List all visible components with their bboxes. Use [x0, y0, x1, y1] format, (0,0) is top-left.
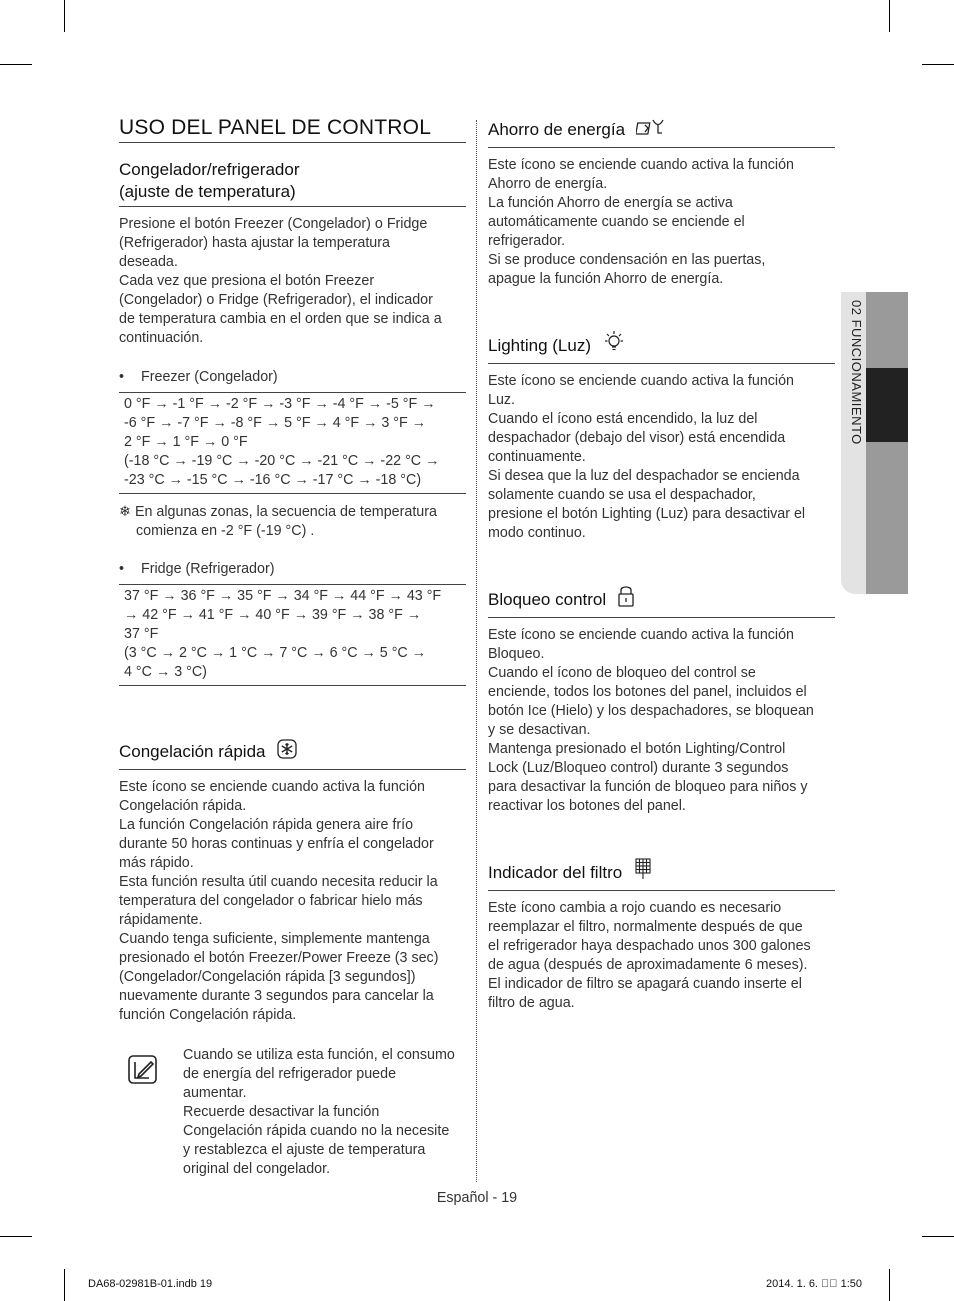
quick-freeze-memo-text — [183, 1046, 466, 1179]
crop-mark — [889, 0, 890, 32]
text-line: (-18 °C → -19 °C → -20 °C → -21 °C → -22 °C → — [124, 453, 440, 469]
text-line: apague la función Ahorro de energía. — [488, 271, 724, 287]
footer-date: 2014. 1. 6. ￿￿ 1:50 — [766, 1278, 863, 1290]
text-line: 0 °F → -1 °F → -2 °F → -3 °F → -4 °F → -5 °F → — [124, 396, 436, 412]
text-line: Ahorro de energía. — [488, 176, 608, 192]
text-line: de agua (después de aproximadamente 6 meses). — [488, 957, 808, 973]
text-line: Este ícono se enciende cuando activa la función — [488, 627, 795, 643]
text-line: despachador (debajo del visor) está encendida — [488, 430, 786, 446]
energy-saver-icon — [636, 116, 666, 144]
chapter-label: 02 FUNCIONAMIENTO — [849, 300, 864, 445]
crop-mark — [0, 1236, 32, 1237]
text-line: temperatura del congelador o fabricar hielo más — [119, 893, 423, 909]
right-column — [488, 116, 835, 1013]
crop-mark — [922, 64, 954, 65]
fridge-sequence — [119, 584, 466, 686]
text-line: deseada. — [119, 254, 178, 270]
text-line: → 42 °F → 41 °F → 40 °F → 39 °F → 38 °F → — [124, 607, 422, 623]
text-line: botón Ice (Hielo) y los despachadores, se bloquean — [488, 703, 814, 719]
text-line: (3 °C → 2 °C → 1 °C → 7 °C → 6 °C → 5 °C → — [124, 645, 427, 661]
crop-mark — [922, 1236, 954, 1237]
text-line: Este ícono se enciende cuando activa la función — [488, 157, 795, 173]
lock-icon — [617, 584, 635, 614]
text-line: rápidamente. — [119, 912, 203, 928]
text-line: para desactivar la función de bloqueo para niños y — [488, 779, 808, 795]
note-pencil-icon — [119, 1046, 183, 1179]
text-line: original del congelador. — [183, 1161, 331, 1177]
text-line: Este ícono cambia a rojo cuando es necesario — [488, 900, 782, 916]
lock-body — [488, 626, 835, 816]
text-line: Si desea que la luz del despachador se encienda — [488, 468, 800, 484]
text-line: Cuando el ícono de bloqueo del control se — [488, 665, 756, 681]
fridge-bullet: • Fridge (Refrigerador) — [119, 561, 275, 577]
text-line: reemplazar el filtro, normalmente después de que — [488, 919, 803, 935]
crop-mark — [0, 64, 32, 65]
temperature-note: ❄ En algunas zonas, la secuencia de temperatura comienza en -2 °F (-19 °C) . — [119, 504, 437, 539]
chapter-tab-active — [866, 368, 908, 442]
text-line: 4 °C → 3 °C) — [124, 664, 207, 680]
text-line: (Congelador/Congelación rápida [3 segundos]) — [119, 969, 416, 985]
text-line: automáticamente cuando se enciende el — [488, 214, 745, 230]
text-line: refrigerador. — [488, 233, 566, 249]
text-line: continuación. — [119, 330, 204, 346]
energy-body — [488, 156, 835, 289]
text-line: Recuerde desactivar la función — [183, 1104, 380, 1120]
energy-heading: Ahorro de energía — [488, 116, 835, 148]
page-number: Español - 19 — [436, 1190, 518, 1206]
quick-freeze-heading: Congelación rápida — [119, 738, 466, 770]
chapter-tab-marker — [866, 292, 908, 368]
text-line: presionado el botón Freezer/Power Freeze (3 sec) — [119, 950, 439, 966]
left-column — [119, 116, 466, 1179]
text-line: de energía del refrigerador puede — [183, 1066, 397, 1082]
temperature-heading — [119, 159, 466, 207]
text-line: Lock (Luz/Bloqueo control) durante 3 segundos — [488, 760, 789, 776]
quick-freeze-memo — [119, 1046, 466, 1179]
text-line: el refrigerador haya despachado unos 300 galones — [488, 938, 811, 954]
text-line: Este ícono se enciende cuando activa la función — [119, 779, 426, 795]
text-line: Bloqueo. — [488, 646, 545, 662]
crop-mark — [64, 0, 65, 32]
text-line: y se desactivan. — [488, 722, 591, 738]
text-line: Este ícono se enciende cuando activa la función — [488, 373, 795, 389]
text-line: reactivar los botones del panel. — [488, 798, 686, 814]
freezer-bullet: • Freezer (Congelador) — [119, 369, 278, 385]
text-line: -6 °F → -7 °F → -8 °F → 5 °F → 4 °F → 3 °F → — [124, 415, 427, 431]
lock-heading: Bloqueo control — [488, 584, 835, 618]
text-line: La función Ahorro de energía se activa — [488, 195, 733, 211]
text-line: 2 °F → 1 °F → 0 °F — [124, 434, 248, 450]
text-line: durante 50 horas continuas y enfría el congelador — [119, 836, 434, 852]
text-line: aumentar. — [183, 1085, 247, 1101]
text-line: 37 °F — [124, 626, 159, 642]
crop-mark — [889, 1269, 890, 1301]
light-bulb-icon — [602, 330, 626, 360]
text-line: presione el botón Lighting (Luz) para desactivar el — [488, 506, 806, 522]
lighting-body — [488, 372, 835, 543]
text-line: La función Congelación rápida genera aire frío — [119, 817, 414, 833]
temperature-heading-line1: Congelador/refrigerador — [119, 160, 300, 179]
text-line: solamente cuando se usa el despachador, — [488, 487, 756, 503]
freezer-sequence — [119, 392, 466, 494]
text-line: Congelación rápida. — [119, 798, 247, 814]
filter-heading: Indicador del filtro — [488, 857, 835, 891]
text-line: de temperatura cambia en el orden que se indica a — [119, 311, 442, 327]
text-line: Esta función resulta útil cuando necesita reducir la — [119, 874, 438, 890]
text-line: (Congelador) o Fridge (Refrigerador), el indicador — [119, 292, 433, 308]
text-line: 37 °F → 36 °F → 35 °F → 34 °F → 44 °F → 43 °F — [124, 588, 442, 604]
text-line: Luz. — [488, 392, 516, 408]
text-line: Cada vez que presiona el botón Freezer — [119, 273, 375, 289]
text-line: modo continuo. — [488, 525, 586, 541]
filter-icon — [633, 857, 653, 887]
text-line: -23 °C → -15 °C → -16 °C → -17 °C → -18 °C) — [124, 472, 422, 488]
text-line: y restablezca el ajuste de temperatura — [183, 1142, 426, 1158]
text-line: función Congelación rápida. — [119, 1007, 297, 1023]
crop-mark — [64, 1269, 65, 1301]
chapter-tab-marker — [866, 442, 908, 594]
text-line: Cuando el ícono está encendido, la luz del — [488, 411, 758, 427]
text-line: Mantenga presionado el botón Lighting/Control — [488, 741, 786, 757]
snowflake-icon — [276, 738, 298, 766]
temperature-heading-line2: (ajuste de temperatura) — [119, 182, 296, 201]
column-divider — [476, 120, 477, 1182]
text-line: (Refrigerador) hasta ajustar la temperatura — [119, 235, 390, 251]
text-line: continuamente. — [488, 449, 586, 465]
filter-body — [488, 899, 835, 1013]
text-line: más rápido. — [119, 855, 194, 871]
text-line: filtro de agua. — [488, 995, 575, 1011]
text-line: Cuando tenga suficiente, simplemente mantenga — [119, 931, 430, 947]
temperature-intro — [119, 215, 466, 348]
text-line: enciende, todos los botones del panel, incluidos el — [488, 684, 807, 700]
text-line: Si se produce condensación en las puertas, — [488, 252, 766, 268]
footer-file: DA68-02981B-01.indb 19 — [88, 1278, 213, 1290]
text-line: Presione el botón Freezer (Congelador) o Fridge — [119, 216, 428, 232]
text-line: El indicador de filtro se apagará cuando inserte el — [488, 976, 802, 992]
text-line: nuevamente durante 3 segundos para cancelar la — [119, 988, 434, 1004]
text-line: Cuando se utiliza esta función, el consumo — [183, 1047, 455, 1063]
text-line: Congelación rápida cuando no la necesite — [183, 1123, 450, 1139]
page-title: USO DEL PANEL DE CONTROL — [119, 116, 466, 143]
lighting-heading: Lighting (Luz) — [488, 330, 835, 364]
quick-freeze-body — [119, 778, 466, 1025]
